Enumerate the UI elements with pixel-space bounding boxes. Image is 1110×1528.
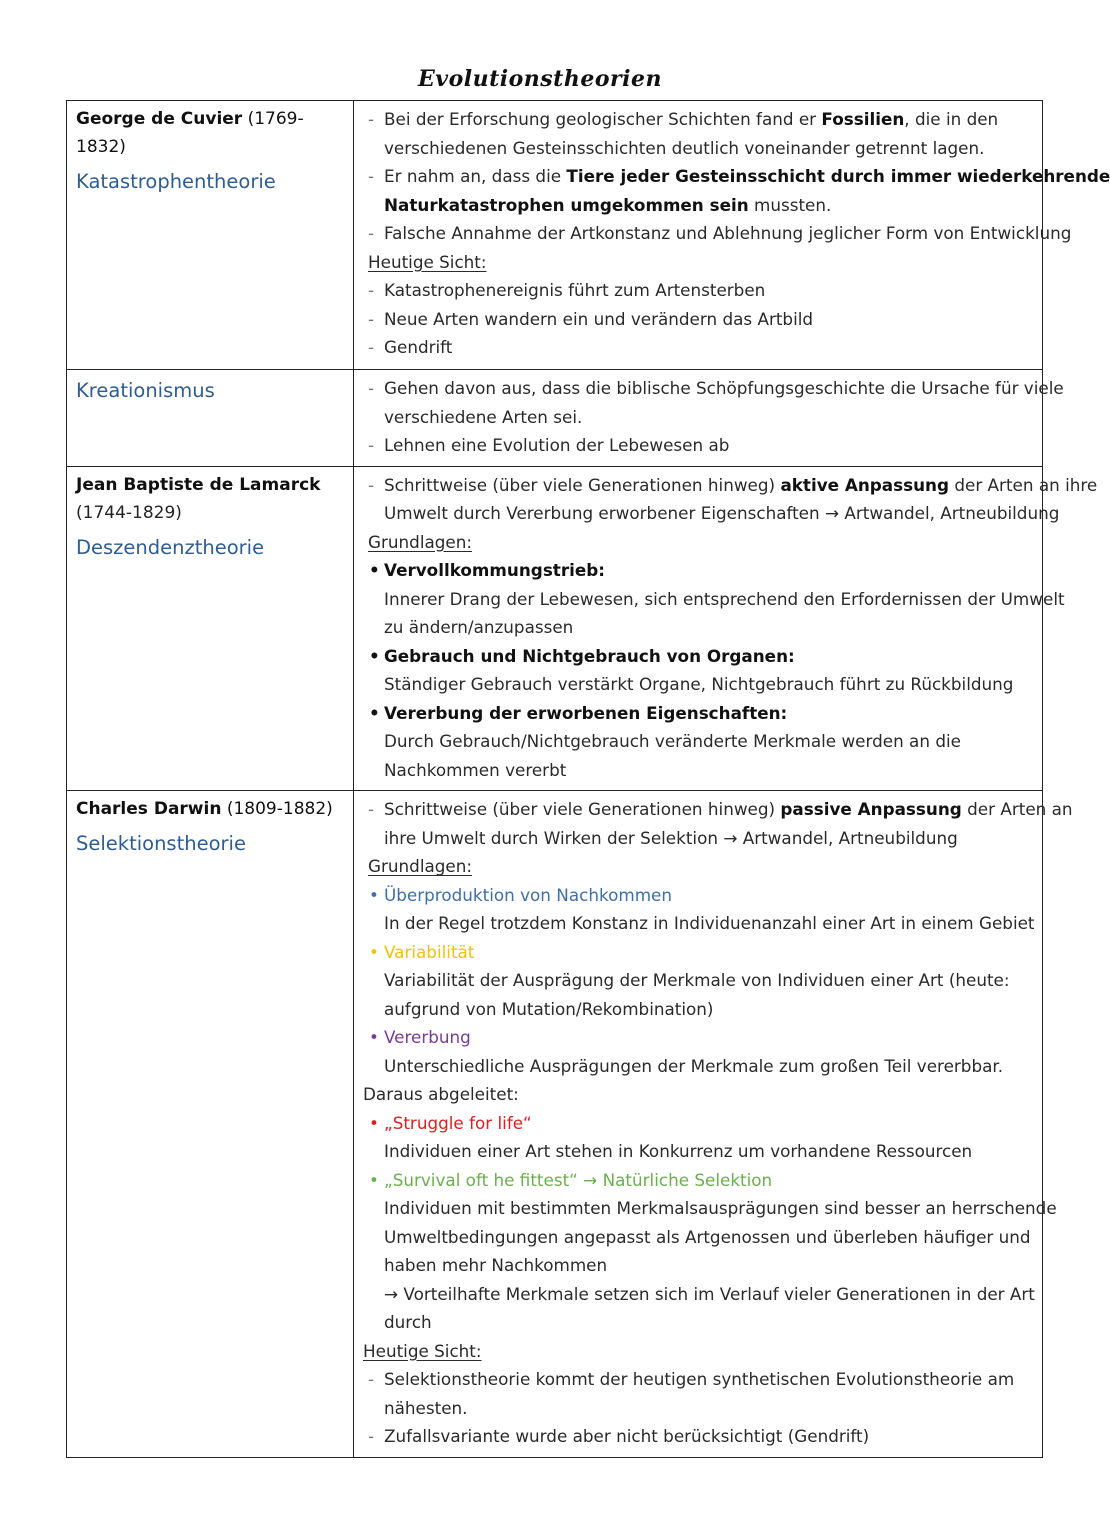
bullet-text: durch [384,1312,432,1332]
person-cell [67,466,354,791]
person-years: (1769-1832) [76,109,304,157]
bullet-text: In der Regel trotzdem Konstanz in Individuenanzahl einer Art in einem Gebiet [384,913,1035,933]
person-name: George de Cuvier [76,109,243,129]
bullet-text: Variabilität der Ausprägung der Merkmale von Individuen einer Art (heute: [384,970,1010,990]
bullet-item: • Überproduktion von Nachkommen [368,881,1034,910]
table-row [67,101,1043,370]
list-item: - Falsche Annahme der Artkonstanz und Ablehnung jeglicher Form von Entwicklung [368,219,1034,248]
table-row [67,791,1043,1458]
description-cell [354,101,1110,370]
bullet-item: • Vererbung der erworbenen Eigenschaften: [368,699,1034,728]
person-line [76,471,345,499]
person-years: (1744-1829) [76,502,182,523]
description-cell [354,791,1073,1458]
theory-name: Katastrophentheorie [76,170,276,193]
section-heading: Grundlagen: [368,856,473,876]
list-item: - Schrittweise (über viele Generationen hinweg) passive Anpassung der Arten an [368,795,1034,824]
list-item: - Schrittweise (über viele Generationen hinweg) aktive Anpassung der Arten an ihre [368,471,1034,500]
list-item-continuation: ihre Umwelt durch Wirken der Selektion → Artwandel, Artneubildung [384,827,958,848]
description-cell [354,466,1098,791]
person-cell [67,791,354,1458]
theory-name: Selektionstheorie [76,832,246,855]
bullet-item: • Variabilität [368,938,1034,967]
section-heading: Grundlagen: [368,531,473,552]
list-item-continuation: Naturkatastrophen umgekommen sein mussten. [384,194,832,215]
list-item: - Gehen davon aus, dass die biblische Schöpfungsgeschichte die Ursache für viele [368,374,1034,403]
description-cell [354,370,1064,467]
page-title: Evolutionstheorien [418,66,662,92]
bullet-item: • „Struggle for life“ [368,1109,1034,1138]
theories-table [66,100,1110,1458]
person-cell [67,370,354,467]
list-item: - Er nahm an, dass die Tiere jeder Gesteinsschicht durch immer wiederkehrende [368,162,1034,191]
theory-name: Kreationismus [76,379,215,402]
bullet-text: aufgrund von Mutation/Rekombination) [384,998,714,1019]
list-item: - Selektionstheorie kommt der heutigen synthetischen Evolutionstheorie am [368,1365,1034,1394]
list-item-continuation: verschiedene Arten sei. [384,406,583,427]
bullet-text: Nachkommen vererbt [384,759,567,780]
bullet-text: Innerer Drang der Lebewesen, sich entsprechend den Erfordernissen der Umwelt [384,588,1065,609]
bullet-text: Ständiger Gebrauch verstärkt Organe, Nichtgebrauch führt zu Rückbildung [384,674,1014,694]
bullet-item: • „Survival oft he fittest“ → Natürliche Selektion [368,1166,1034,1195]
person-name: Jean Baptiste de Lamarck [76,474,321,495]
section-heading: Heutige Sicht: [368,251,487,272]
person-line [76,795,345,823]
list-item: - Lehnen eine Evolution der Lebewesen ab [368,431,1034,460]
person-cell [67,101,354,370]
bullet-text: Durch Gebrauch/Nichtgebrauch veränderte Merkmale werden an die [384,731,961,751]
bullet-item: • Vererbung [368,1023,1034,1052]
bullet-text: haben mehr Nachkommen [384,1255,608,1275]
list-item: - Bei der Erforschung geologischer Schichten fand er Fossilien, die in den [368,105,1034,134]
list-item-continuation: verschiedenen Gesteinsschichten deutlich voneinander getrennt lagen. [384,137,985,158]
section-heading: Heutige Sicht: [363,1340,482,1361]
list-item: - Katastrophenereignis führt zum Artensterben [368,276,1034,305]
list-item-continuation: nähesten. [384,1397,468,1418]
bullet-text: Individuen einer Art stehen in Konkurrenz um vorhandene Ressourcen [384,1141,973,1161]
bullet-item: • Vervollkommungstrieb: [368,556,1034,585]
bullet-text: → Vorteilhafte Merkmale setzen sich im Verlauf vieler Generationen in der Art [384,1283,1035,1304]
bullet-text: Unterschiedliche Ausprägungen der Merkmale zum großen Teil vererbbar. [384,1055,1004,1076]
bullet-item: • Gebrauch und Nichtgebrauch von Organen: [368,642,1034,671]
table-row [67,370,1043,467]
list-item-continuation: Umwelt durch Vererbung erworbener Eigenschaften → Artwandel, Artneubildung [384,503,1060,523]
bullet-text: Umweltbedingungen angepasst als Artgenossen und überleben häufiger und [384,1226,1031,1247]
section-heading: Daraus abgeleitet: [363,1084,519,1104]
person-name: Charles Darwin [76,799,222,819]
list-item: - Gendrift [368,333,1034,362]
list-item: - Zufallsvariante wurde aber nicht berücksichtigt (Gendrift) [368,1422,1034,1451]
list-item: - Neue Arten wandern ein und verändern das Artbild [368,305,1034,334]
theory-name: Deszendenztheorie [76,535,265,559]
person-line [76,105,345,161]
bullet-text: Individuen mit bestimmten Merkmalsausprägungen sind besser an herrschende [384,1198,1057,1218]
person-years: (1809-1882) [226,799,333,819]
bullet-text: zu ändern/anzupassen [384,617,574,637]
table-row [67,466,1043,791]
